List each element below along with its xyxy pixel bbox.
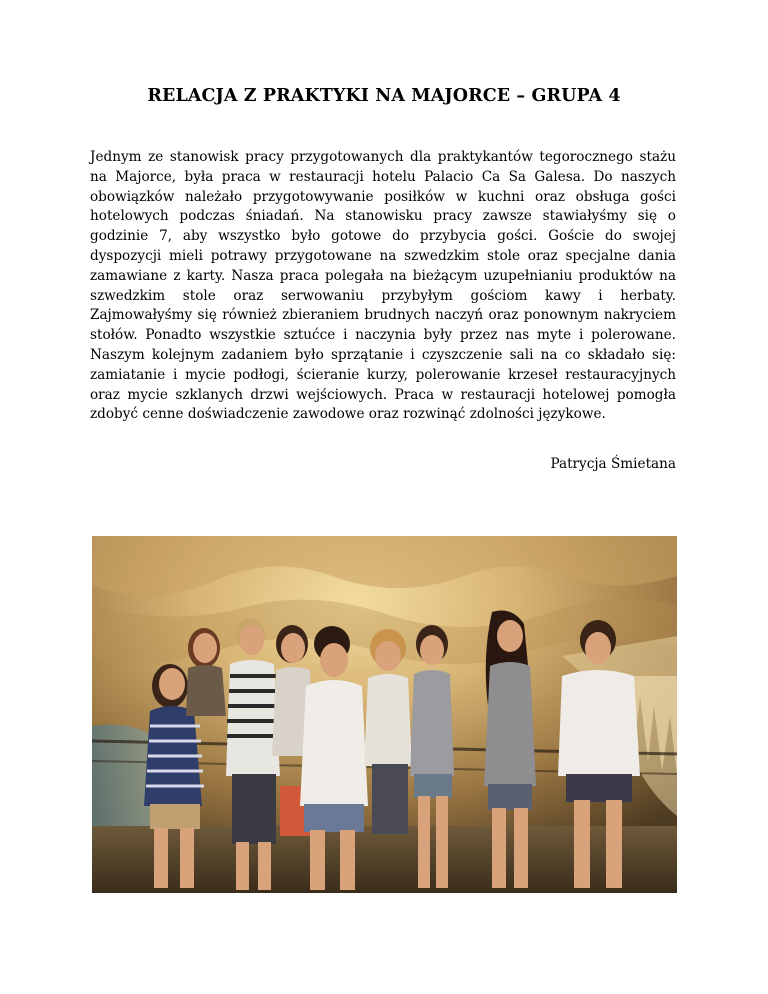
group-photo <box>92 536 677 893</box>
document-title: RELACJA Z PRAKTYKI NA MAJORCE – GRUPA 4 <box>147 86 621 106</box>
author-signature: Patrycja Śmietana <box>550 456 676 472</box>
body-paragraph: Jednym ze stanowisk pracy przygotowanych dla praktykantów tegorocznego stażu na Majorce, była praca w restauracji hotelu Palacio Ca Sa Galesa. Do naszych obowiązków należało przygotowywanie posiłków w kuchni oraz obsługa gości hotelowych podczas śniadań. Na stanowisku pracy zawsze stawiałyśmy się o godzinie 7, aby wszystko było gotowe do przybycia gości. Goście do swojej dyspozycji mieli potrawy przygotowane na szwedzkim stole oraz specjalne dania zamawiane z karty. Nasza praca polegała na bieżącym uzupełnianiu produktów na szwedzkim stole oraz serwowaniu przybyłym gościom kawy i herbaty. Zajmowałyśmy się również zbieraniem brudnych naczyń oraz ponownym nakryciem stołów. Ponadto wszystkie sztućce i naczynia były przez nas myte i polerowane. Naszym kolejnym zadaniem było sprzątanie i czyszczenie sali na co składało się: zamiatanie i mycie podłogi, ścieranie kurzy, polerowanie krzeseł restauracyjnych oraz mycie szklanych drzwi wejściowych. Praca w restauracji hotelowej pomogła zdobyć cenne doświadczenie zawodowe oraz rozwinąć zdolności językowe. <box>90 149 676 423</box>
group-photo-image <box>92 536 677 893</box>
